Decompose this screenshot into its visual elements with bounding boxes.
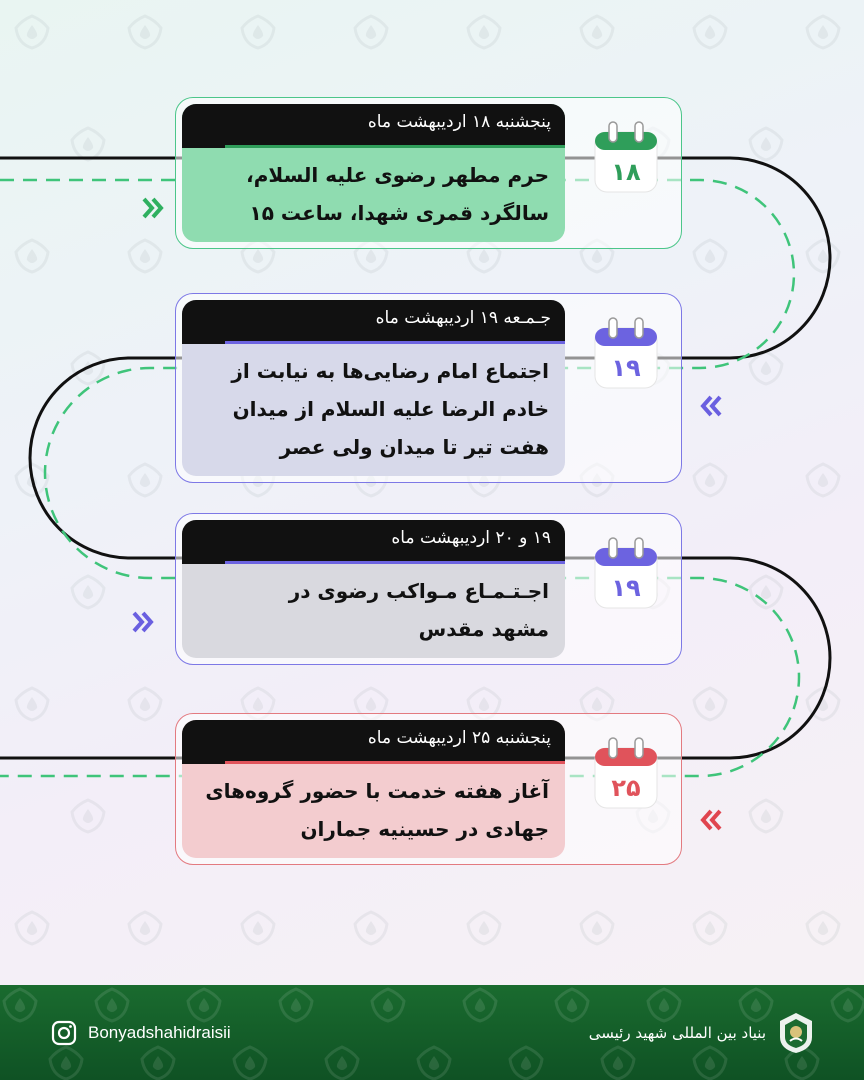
- calendar-icon: [591, 534, 663, 612]
- event-description: اجـتـمـاع مـواکب رضوی در مشهد مقدس: [288, 579, 549, 641]
- date-underline: [225, 341, 565, 344]
- calendar-icon: [591, 118, 663, 196]
- event-card-body: [182, 520, 565, 658]
- event-card-4: [175, 713, 682, 865]
- date-underline: [225, 761, 565, 764]
- event-date: ۱۹ و ۲۰ اردیبهشت ماه: [391, 528, 551, 548]
- calendar-day-number: ۱۹: [611, 574, 641, 602]
- instagram-link[interactable]: [50, 1019, 231, 1047]
- organization-brand: [589, 1011, 816, 1055]
- event-card-2: [175, 293, 682, 483]
- event-date-bar: [182, 720, 565, 764]
- event-date-bar: [182, 300, 565, 344]
- calendar-day-number: ۱۹: [611, 354, 641, 382]
- event-card-body: [182, 300, 565, 476]
- event-date: جـمـعه ۱۹ اردیبهشت ماه: [375, 308, 551, 328]
- event-date: پنجشنبه ۱۸ اردیبهشت ماه: [367, 112, 551, 132]
- calendar-icon: [591, 734, 663, 812]
- chevron-right-icon-1: [140, 194, 168, 222]
- event-card-body: [182, 720, 565, 858]
- event-description: آغاز هفته خدمت با حضور گروه‌های جهادی در حسینیه جماران: [205, 779, 549, 841]
- date-underline: [225, 145, 565, 148]
- chevron-left-icon-1: [696, 392, 724, 420]
- chevron-right-icon-2: [130, 608, 158, 636]
- calendar-day-number: ۲۵: [611, 774, 641, 802]
- footer: [0, 985, 864, 1080]
- event-card-1: [175, 97, 682, 249]
- event-description: اجتماع امام رضایی‌ها به نیابت از خادم الرضا علیه السلام از میدان هفت تیر تا میدان ولی عصر: [231, 359, 549, 459]
- instagram-icon: [50, 1019, 78, 1047]
- calendar-icon: [591, 314, 663, 392]
- event-description: حرم مطهر رضوی علیه السلام، سالگرد قمری شهدا، ساعت ۱۵: [246, 163, 549, 225]
- date-underline: [225, 561, 565, 564]
- instagram-handle: Bonyadshahidraisii: [88, 1023, 231, 1042]
- calendar-day-number: ۱۸: [611, 158, 641, 186]
- organization-name: بنیاد بین المللی شهید رئیسی: [588, 1024, 766, 1042]
- event-date: پنجشنبه ۲۵ اردیبهشت ماه: [367, 728, 551, 748]
- event-date-bar: [182, 104, 565, 148]
- event-date-bar: [182, 520, 565, 564]
- event-card-body: [182, 104, 565, 242]
- emblem-logo: [776, 1011, 816, 1055]
- chevron-left-icon-2: [696, 806, 724, 834]
- event-card-3: [175, 513, 682, 665]
